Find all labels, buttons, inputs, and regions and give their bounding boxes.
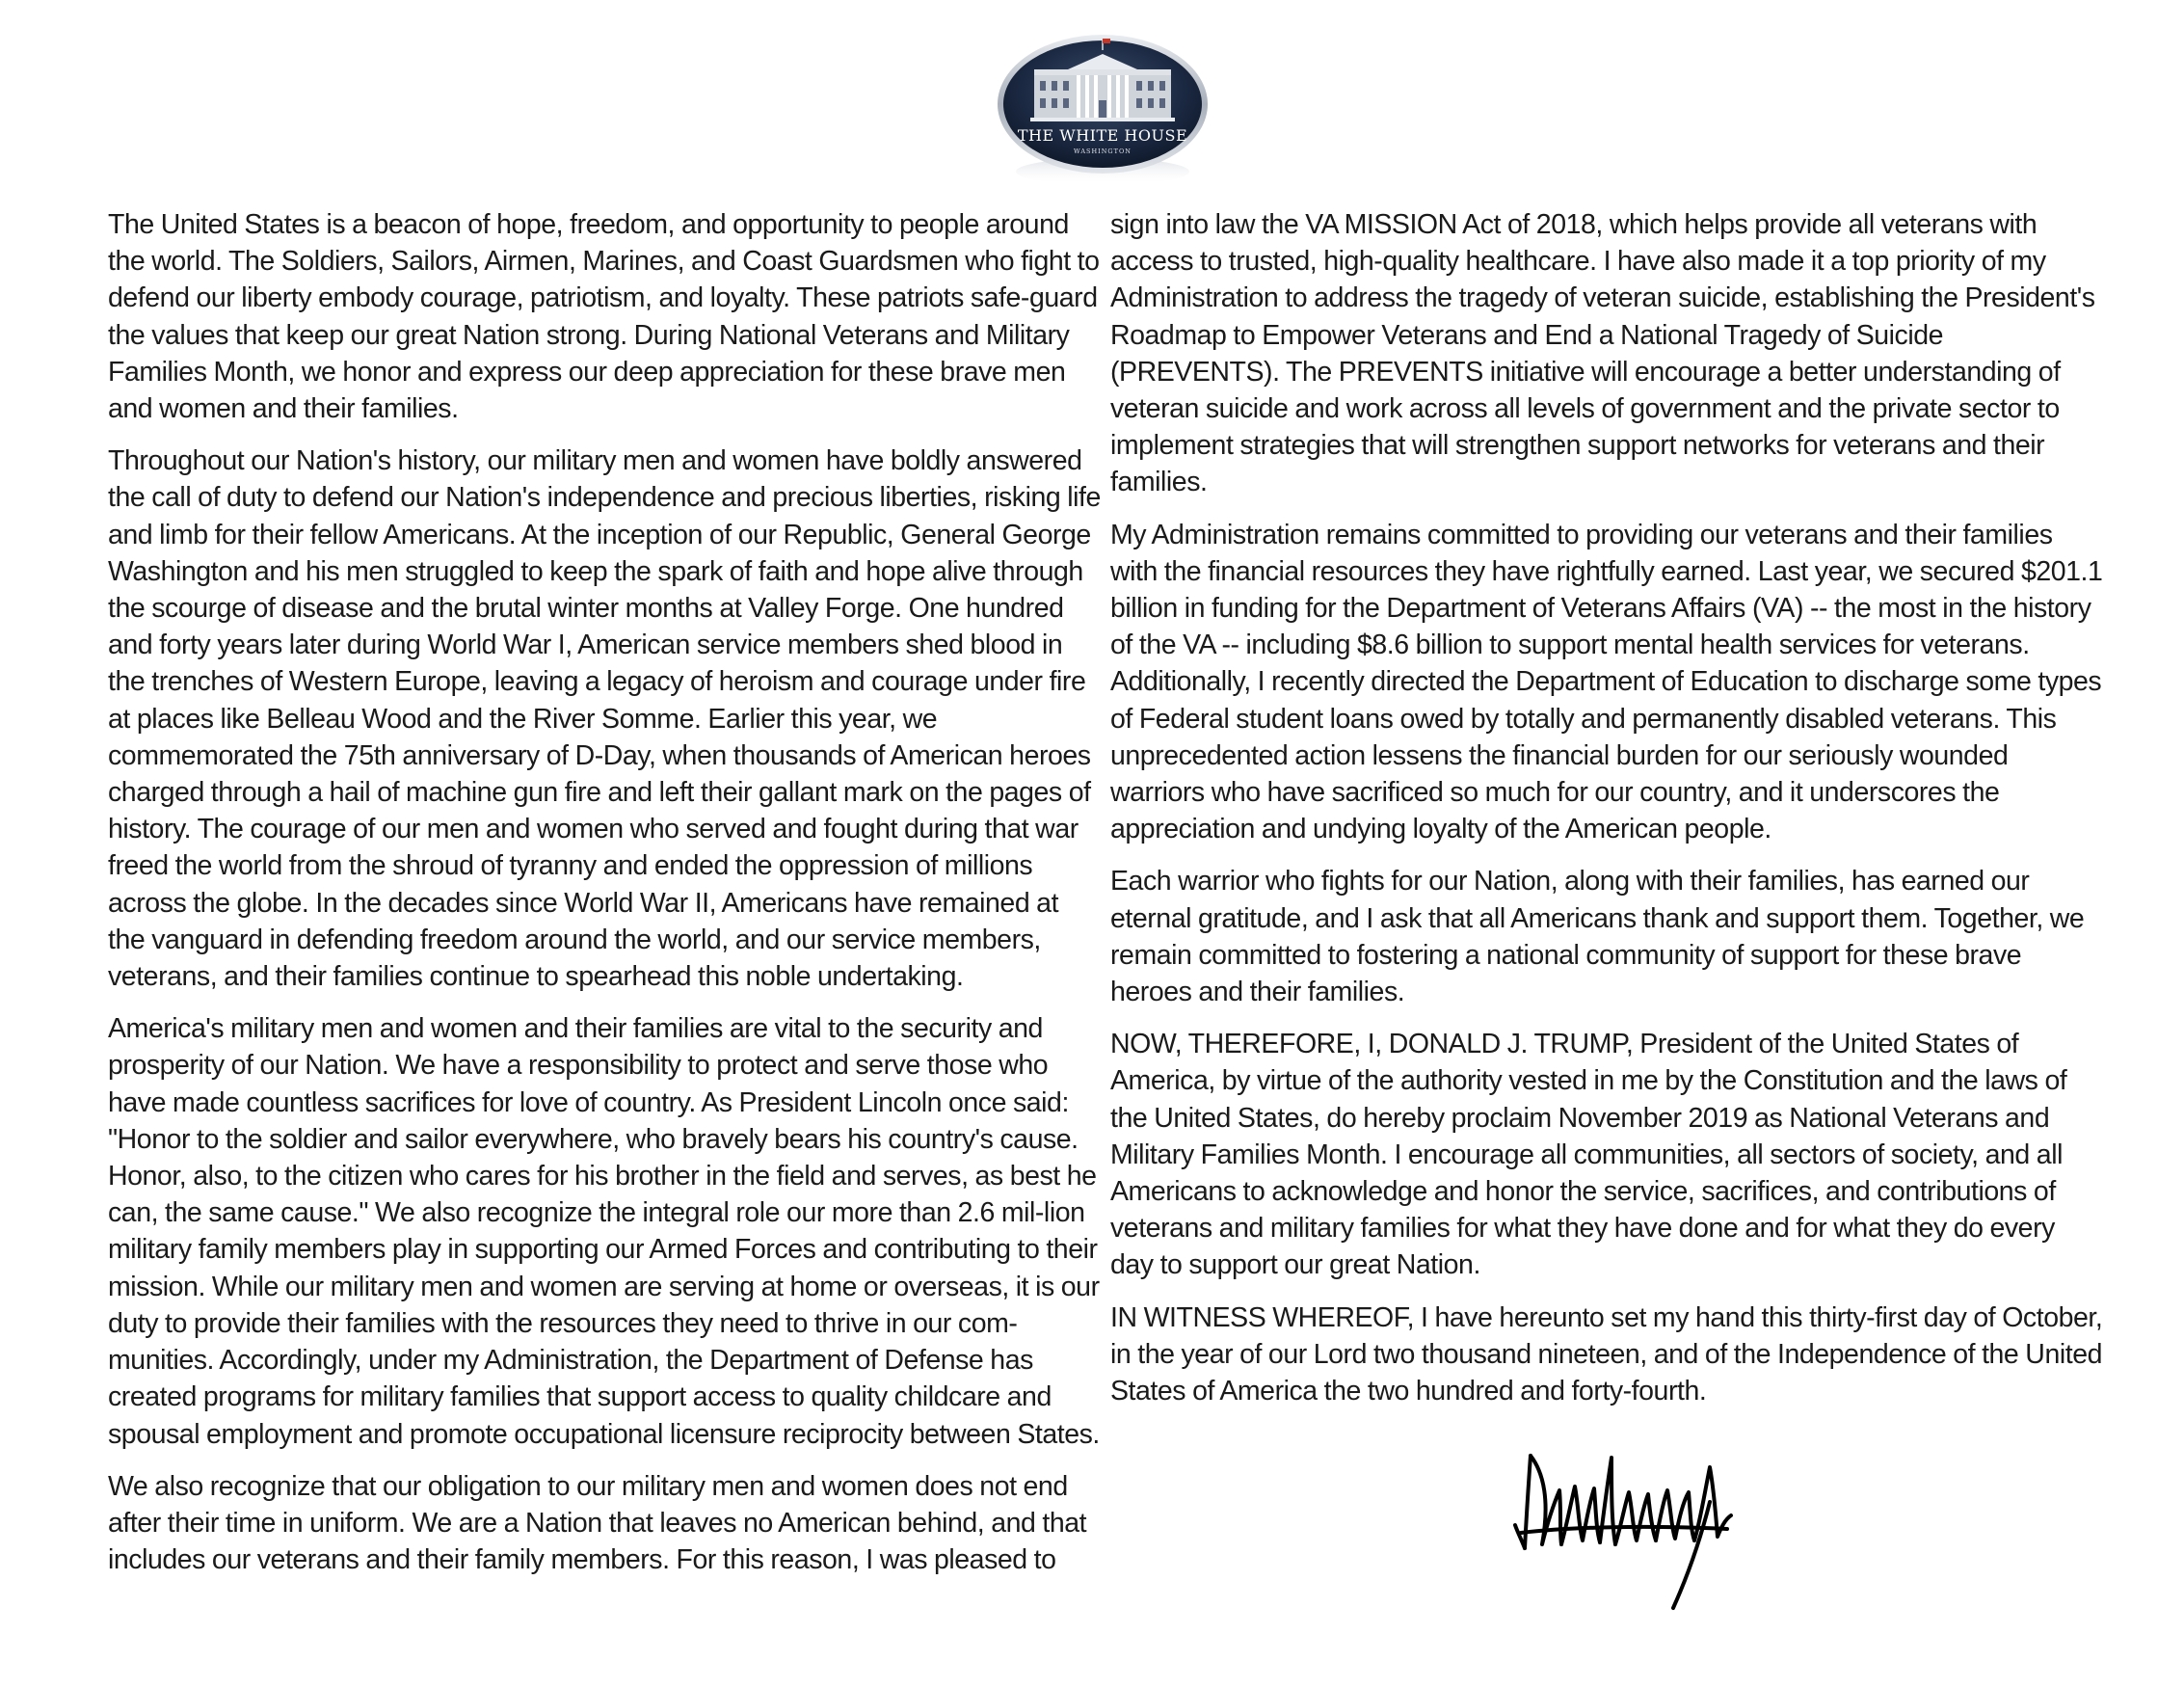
paragraph-5: sign into law the VA MISSION Act of 2018, which helps provide all veterans with access to trusted, high-quality healthcare. I have also made it a top priority of my Administration to address the tragedy of veteran suicide, establishing the President's Roadmap to Empower Veterans and End a National Tragedy of Suicide (PREVENTS). The PREVENTS initiative will encourage a better understanding of veteran suicide and work across all levels of government and the private sector to implement strategies that will strengthen support networks for veterans and their families. — [1110, 209, 2095, 498]
paragraph-7: Each warrior who fights for our Nation, along with their families, has earned our eternal gratitude, and I ask that all Americans thank and support them. Together, we remain committed to fostering a national community of support for these brave heroes and their families. — [1110, 866, 2085, 1008]
paragraph-proclamation: NOW, THEREFORE, I, DONALD J. TRUMP, President of the United States of America, by virtue of the authority vested in me by the Constitution and the laws of the United States, do hereby proclaim November 2019 as National Veterans and Military Families Month. I encourage all communities, all sectors of society, and all Americans to acknowledge and honor the service, sacrifices, and contributions of veterans and military families for what they have done and for what they do every day to support our great Nation. — [1110, 1029, 2067, 1281]
white-house-seal-icon — [996, 27, 1210, 181]
white-house-seal — [996, 27, 1210, 181]
paragraph-1: The United States is a beacon of hope, freedom, and opportunity to people around the world. The Soldiers, Sailors, Airmen, Marines, and Coast Guardsmen who fight to defend our liberty embody courage, patriotism, and loyalty. These patriots safe-guard the values that keep our great Nation strong. During National Veterans and Military Families Month, we honor and express our deep appreciation for these brave men and women and their families. — [108, 209, 1100, 425]
handwritten-signature-icon — [1511, 1444, 1743, 1616]
paragraph-6: My Administration remains committed to providing our veterans and their families with the financial resources they have rightfully earned. Last year, we secured $201.1 billion in funding for the Department of Veterans Affairs (VA) -- the most in the history of the VA -- including $8.6 billion to support mental health services for veterans. Additionally, I recently directed the Department of Education to discharge some types of Federal student loans owed by totally and permanently disabled veterans. This unprecedented action lessens the financial burden for our seriously wounded warriors who have sacrificed so much for our country, and it underscores the appreciation and undying loyalty of the American people. — [1110, 519, 2103, 845]
paragraph-3: America's military men and women and their families are vital to the security and prosperity of our Nation. We have a responsibility to protect and serve those who have made countless sacrifices for love of country. As President Lincoln once said: "Honor to the soldier and sailor everywhere, who bravely bears his country's cause. Honor, also, to the citizen who cares for his brother in the field and serves, as best he can, the same cause." We also recognize the integral role our more than 2.6 mil-lion military family members play in supporting our Armed Forces and contributing to their mission. While our military men and women are serving at home or overseas, it is our duty to provide their families with the resources they need to thrive in our com-munities. Accordingly, under my Administration, the Department of Defense has created programs for military families that support access to quality childcare and spousal employment and promote occupational licensure reciprocity between States. — [108, 1013, 1100, 1450]
left-column — [108, 206, 1101, 1594]
paragraph-4: We also recognize that our obligation to our military men and women does not end after their time in uniform. We are a Nation that leaves no American behind, and that includes our veterans and their family members. For this reason, I was pleased to — [108, 1470, 1087, 1576]
seal-title: THE WHITE HOUSE — [1017, 126, 1188, 145]
seal-subtitle: WASHINGTON — [1074, 147, 1132, 155]
paragraph-witness: IN WITNESS WHEREOF, I have hereunto set my hand this thirty-first day of October, in the year of our Lord two thousand nineteen, and of the Independence of the United States of America the two hundred and forty-fourth. — [1110, 1301, 2103, 1407]
paragraph-2: Throughout our Nation's history, our military men and women have boldly answered the call of duty to defend our Nation's independence and precious liberties, risking life and limb for their fellow Americans. At the inception of our Republic, General George Washington and his men struggled to keep the spark of faith and hope alive through the scourge of disease and the brutal winter months at Valley Forge. One hundred and forty years later during World War I, American service members shed blood in the trenches of Western Europe, leaving a legacy of heroism and courage under fire at places like Belleau Wood and the River Somme. Earlier this year, we commemorated the 75th anniversary of D-Day, when thousands of American heroes charged through a hail of machine gun fire and left their gallant mark on the pages of history. The courage of our men and women who served and fought during that war freed the world from the shroud of tyranny and ended the oppression of millions across the globe. In the decades since World War II, Americans have remained at the vanguard in defending freedom around the world, and our service members, veterans, and their families continue to spearhead this noble undertaking. — [108, 445, 1101, 993]
signature — [1511, 1444, 1743, 1616]
right-column — [1110, 206, 2103, 1425]
